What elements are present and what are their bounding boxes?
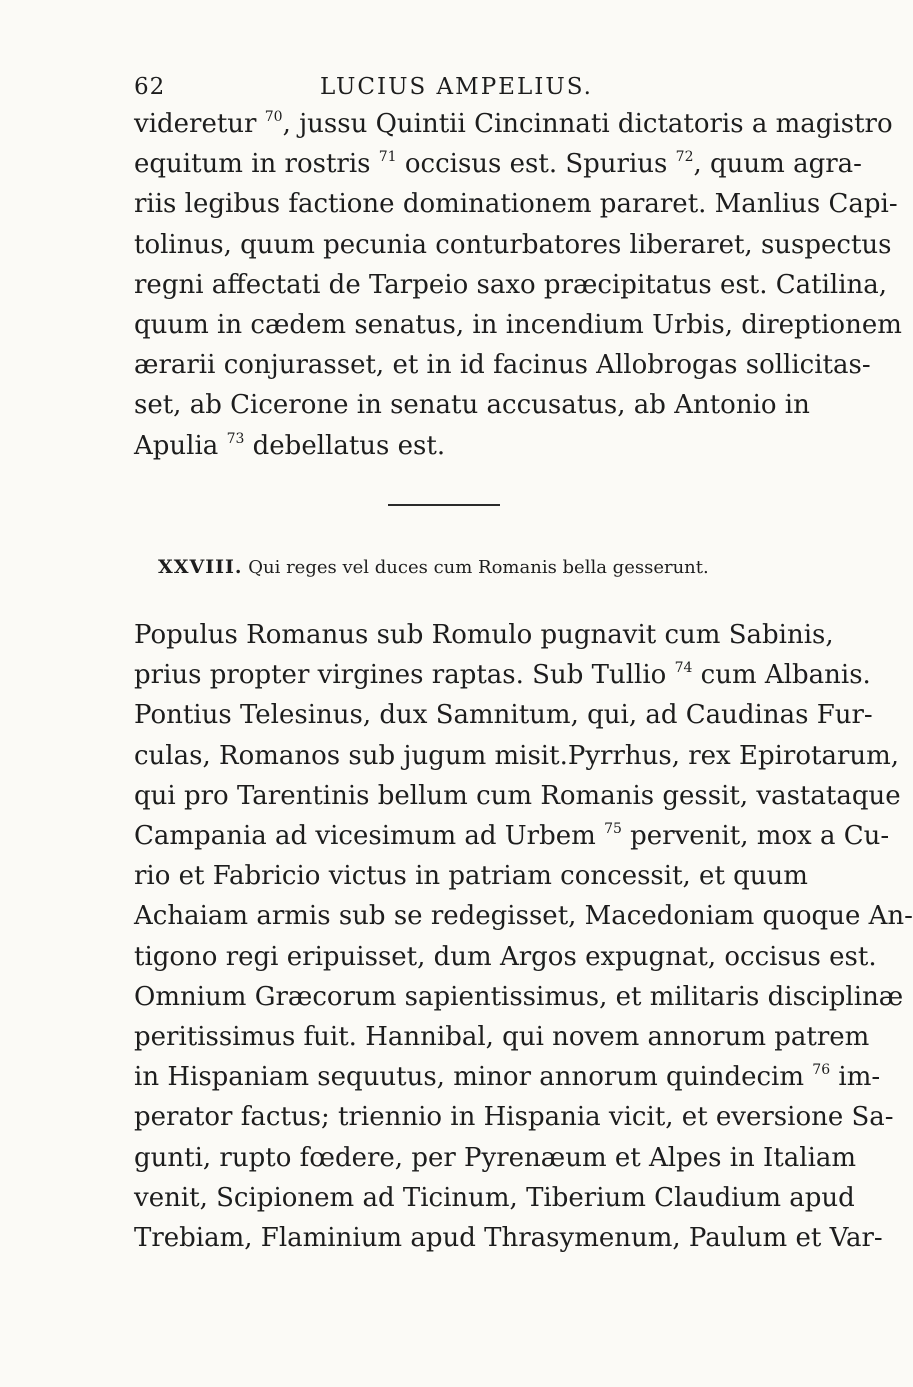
text-run: rio et Fabricio victus in patriam concessit, et quum [134,861,808,892]
text-run: Trebiam, Flaminium apud Thrasymenum, Paulum et Var- [134,1223,883,1253]
section-number: XXVIII. [158,556,243,578]
text-run: tigono regi eripuisset, dum Argos expugnat, occisus est. [134,941,877,972]
text-run: Pontius Telesinus, dux Samnitum, qui, ad Caudinas Fur- [134,700,873,731]
text-run: , quum agra- [693,149,862,180]
text-run: im- [830,1062,881,1093]
text-line [134,1017,870,1057]
text-run: pervenit, mox a Cu- [621,821,890,851]
text-run: tolinus, quum pecunia conturbatores liberaret, suspectus [134,229,892,260]
footnote-ref: 71 [378,149,397,166]
text-line [134,305,902,345]
text-line [134,896,913,936]
text-line [134,1138,857,1178]
text-line [134,104,893,144]
text-line [134,977,904,1017]
text-run: Campania ad vicesimum ad Urbem [134,821,605,851]
text-run: Apulia [134,430,227,461]
footnote-ref: 75 [604,821,622,837]
text-line [134,1097,894,1137]
text-line [134,856,808,896]
text-line [134,776,901,816]
text-run: gunti, rupto fœdere, per Pyrenæum et Alpes in Italiam [134,1142,857,1173]
text-line [134,426,666,466]
running-head: LUCIUS AMPELIUS. [320,74,593,100]
text-run: occisus est. Spurius [396,149,676,180]
text-line [134,144,862,184]
text-run: regni affectati de Tarpeio saxo præcipitatus est. Catilina, [134,269,888,300]
section-title: Qui reges vel duces cum Romanis bella gesserunt. [248,557,709,578]
text-line [134,184,898,224]
text-run: equitum in rostris [134,149,379,180]
text-run: Omnium Græcorum sapientissimus, et militaris disciplinæ [134,981,904,1012]
text-line [134,615,834,655]
text-run: ærarii conjurasset, et in id facinus Allobrogas sollicitas- [134,350,871,381]
text-line [134,225,892,265]
text-line [134,655,871,695]
text-line [134,1178,855,1218]
text-run: , jussu Quintii Cincinnati dictatoris a magistro [282,109,893,139]
text-run: cum Albanis. [692,660,871,691]
footnote-ref: 76 [812,1062,831,1079]
text-run: videretur [134,109,265,139]
text-line [134,385,810,425]
section-heading [158,552,718,583]
text-run: venit, Scipionem ad Ticinum, Tiberium Claudium apud [134,1182,855,1213]
text-line [134,1218,883,1258]
text-line [134,736,900,776]
text-run: in Hispaniam sequutus, minor annorum quindecim [134,1062,813,1093]
text-run: set, ab Cicerone in senatu accusatus, ab Antonio in [134,390,810,421]
text-run: debellatus est. [244,430,446,461]
page-number: 62 [134,74,166,100]
text-run: riis legibus factione dominationem pararet. Manlius Capi- [134,189,898,220]
text-run: qui pro Tarentinis bellum cum Romanis gessit, vastataque [134,780,901,811]
section-divider [388,504,500,506]
text-line [134,937,877,977]
text-line [134,816,890,856]
text-run: prius propter virgines raptas. Sub Tullio [134,660,675,691]
text-run: peritissimus fuit. Hannibal, qui novem annorum patrem [134,1022,870,1052]
text-line [134,1057,881,1097]
footnote-ref: 72 [675,149,694,166]
footnote-ref: 70 [264,109,283,125]
text-line [134,695,873,735]
text-line [134,345,871,385]
text-run: Populus Romanus sub Romulo pugnavit cum Sabinis, [134,620,834,650]
text-line [134,265,888,305]
footnote-ref: 73 [226,430,245,447]
text-run: Achaiam armis sub se redegisset, Macedoniam quoque An- [134,901,913,932]
page-header [0,74,800,108]
text-run: culas, Romanos sub jugum misit.Pyrrhus, rex Epirotarum, [134,740,900,771]
footnote-ref: 74 [674,660,693,677]
text-run: perator factus; triennio in Hispania vicit, et eversione Sa- [134,1102,894,1133]
text-run: quum in cædem senatus, in incendium Urbis, direptionem [134,310,902,340]
